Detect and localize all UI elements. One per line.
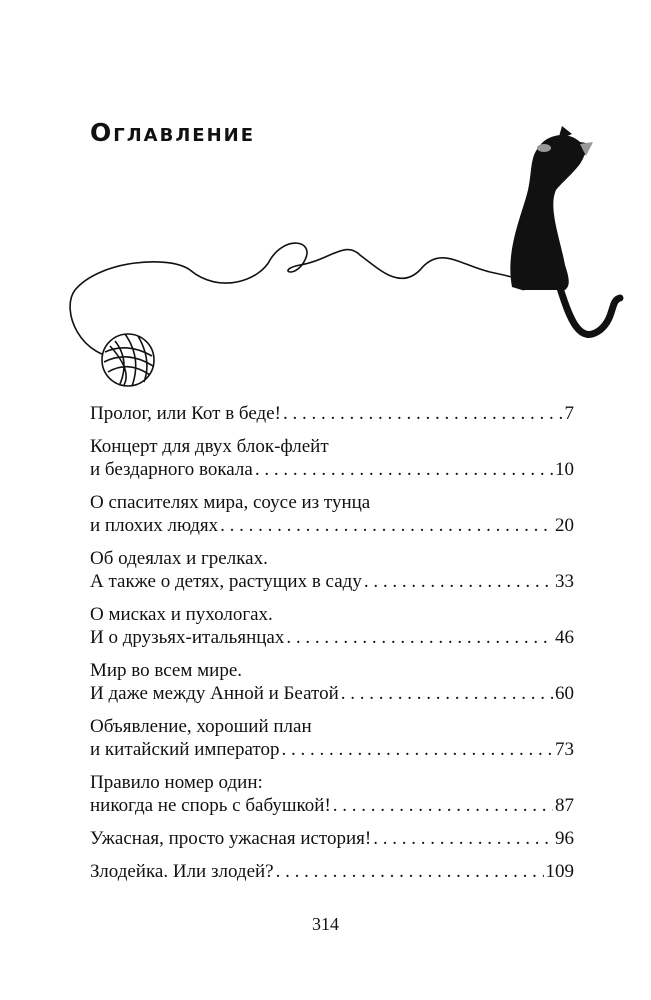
toc-entry-last-line	[90, 738, 574, 761]
toc-entry-title: Ужасная, просто ужасная история!	[90, 828, 372, 849]
toc-entry-line: Правило номер один:	[90, 772, 263, 793]
toc-entry-title: Злодейка. Или злодей?	[90, 861, 274, 882]
toc-entry	[90, 827, 574, 850]
toc-entry-title: и китайский император	[90, 739, 280, 760]
toc-entry-last-line	[90, 458, 574, 481]
toc-entry	[90, 659, 574, 705]
dot-leader	[255, 458, 553, 481]
toc-entry-title: и бездарного вокала	[90, 459, 253, 480]
toc-entry-page: 20	[555, 515, 574, 536]
toc-entry-line: Концерт для двух блок-флейт	[90, 436, 329, 457]
toc-entry-line: О мисках и пухологах.	[90, 604, 273, 625]
toc-entry-last-line	[90, 827, 574, 850]
toc-entry-page: 60	[555, 683, 574, 704]
dot-leader	[341, 682, 553, 705]
dot-leader	[276, 860, 544, 883]
toc-entry	[90, 603, 574, 649]
toc-entry-page: 10	[555, 459, 574, 480]
page-number: 314	[312, 914, 339, 934]
toc-entry-line: Мир во всем мире.	[90, 660, 243, 681]
table-of-contents	[90, 402, 574, 893]
toc-entry-page: 109	[545, 861, 574, 882]
toc-entry-page: 7	[564, 403, 574, 424]
dot-leader	[373, 827, 553, 850]
toc-entry-title: никогда не спорь с бабушкой!	[90, 795, 331, 816]
toc-entry-page: 46	[555, 627, 574, 648]
toc-entry	[90, 715, 574, 761]
toc-entry-last-line	[90, 682, 574, 705]
toc-entry-last-line	[90, 794, 574, 817]
toc-entry-title: И даже между Анной и Беатой	[90, 683, 339, 704]
toc-entry	[90, 547, 574, 593]
dot-leader	[220, 514, 553, 537]
toc-entry-title: А также о детях, растущих в саду	[90, 571, 362, 592]
toc-entry-page: 73	[555, 739, 574, 760]
toc-entry-page: 33	[555, 571, 574, 592]
toc-entry-page: 96	[555, 828, 574, 849]
toc-entry	[90, 491, 574, 537]
toc-entry	[90, 435, 574, 481]
toc-entry-line: Объявление, хороший план	[90, 716, 312, 737]
toc-entry	[90, 771, 574, 817]
toc-entry-last-line	[90, 860, 574, 883]
dot-leader	[282, 738, 554, 761]
toc-entry-title: И о друзьях-итальянцах	[90, 627, 285, 648]
toc-entry	[90, 860, 574, 883]
yarn-ball-icon	[102, 334, 154, 386]
toc-entry-last-line	[90, 514, 574, 537]
toc-entry-title: Пролог, или Кот в беде!	[90, 403, 281, 424]
toc-entry	[90, 402, 574, 425]
dot-leader	[283, 402, 563, 425]
toc-entry-last-line	[90, 402, 574, 425]
toc-entry-line: О спасителях мира, соусе из тунца	[90, 492, 371, 513]
cat-icon	[510, 126, 620, 334]
toc-heading: Оглавление	[90, 118, 255, 147]
toc-entry-page: 87	[555, 795, 574, 816]
toc-entry-last-line	[90, 570, 574, 593]
dot-leader	[286, 626, 553, 649]
dot-leader	[364, 570, 553, 593]
toc-entry-title: и плохих людях	[90, 515, 219, 536]
toc-entry-last-line	[90, 626, 574, 649]
cat-with-yarn-illustration	[60, 120, 630, 410]
dot-leader	[333, 794, 553, 817]
toc-entry-line: Об одеялах и грелках.	[90, 548, 268, 569]
